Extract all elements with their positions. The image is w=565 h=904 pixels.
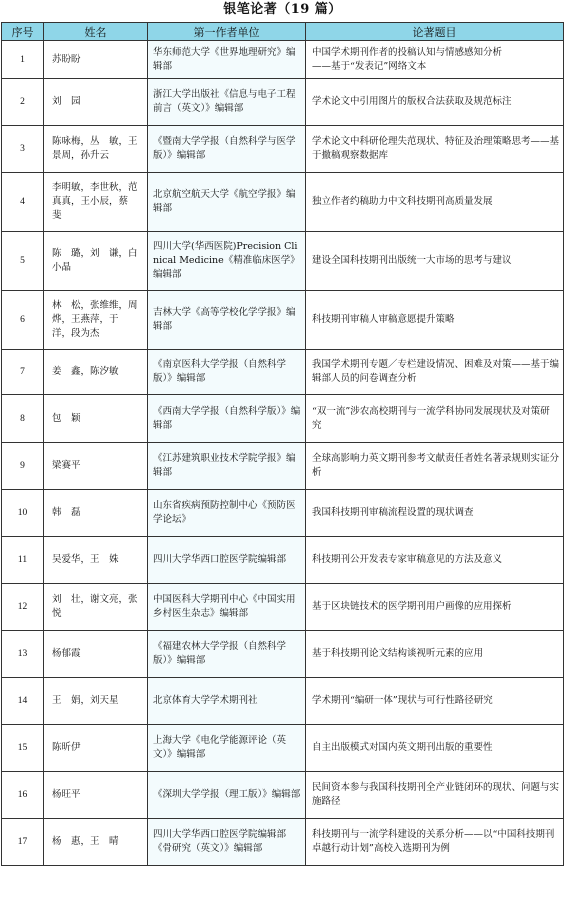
author-names: 陈昕伊 bbox=[44, 725, 148, 772]
author-unit: 《西南大学学报（自然科学版）》编辑部 bbox=[148, 395, 306, 443]
table-row bbox=[2, 126, 564, 173]
paper-title: 学术期刊“编研一体”现状与可行性路径研究 bbox=[306, 678, 564, 725]
row-number: 9 bbox=[2, 443, 44, 490]
paper-title: 我国科技期刊审稿流程设置的现状调查 bbox=[306, 490, 564, 537]
row-number: 12 bbox=[2, 584, 44, 631]
header-number: 序号 bbox=[2, 23, 44, 41]
row-number: 11 bbox=[2, 537, 44, 584]
row-number: 17 bbox=[2, 819, 44, 866]
paper-title: 民间资本参与我国科技期刊全产业链闭环的现状、问题与实施路径 bbox=[306, 772, 564, 819]
author-unit: 北京航空航天大学《航空学报》编辑部 bbox=[148, 173, 306, 232]
author-unit: 华东师范大学《世界地理研究》编辑部 bbox=[148, 41, 306, 79]
paper-title: 建设全国科技期刊出版统一大市场的思考与建议 bbox=[306, 232, 564, 291]
table-row bbox=[2, 631, 564, 678]
row-number: 5 bbox=[2, 232, 44, 291]
author-names: 梁赛平 bbox=[44, 443, 148, 490]
author-names: 王 娟，刘天星 bbox=[44, 678, 148, 725]
row-number: 13 bbox=[2, 631, 44, 678]
author-unit: 《福建农林大学学报（自然科学版）》编辑部 bbox=[148, 631, 306, 678]
row-number: 15 bbox=[2, 725, 44, 772]
row-number: 1 bbox=[2, 41, 44, 79]
author-names: 刘 园 bbox=[44, 79, 148, 126]
table-row bbox=[2, 678, 564, 725]
author-unit: 上海大学《电化学能源评论（英文）》编辑部 bbox=[148, 725, 306, 772]
row-number: 14 bbox=[2, 678, 44, 725]
author-unit: 四川大学华西口腔医学院编辑部《骨研究（英文）》编辑部 bbox=[148, 819, 306, 866]
paper-title: 自主出版模式对国内英文期刊出版的重要性 bbox=[306, 725, 564, 772]
author-names: 杨郁霞 bbox=[44, 631, 148, 678]
header-name: 姓名 bbox=[44, 23, 148, 41]
author-names: 苏盼盼 bbox=[44, 41, 148, 79]
author-names: 陈咏梅，丛 敏，王景周，孙升云 bbox=[44, 126, 148, 173]
row-number: 2 bbox=[2, 79, 44, 126]
table-row bbox=[2, 395, 564, 443]
table-row bbox=[2, 725, 564, 772]
row-number: 3 bbox=[2, 126, 44, 173]
paper-title: 学术论文中引用图片的版权合法获取及规范标注 bbox=[306, 79, 564, 126]
author-names: 吴爱华，王 姝 bbox=[44, 537, 148, 584]
paper-title: 科技期刊与一流学科建设的关系分析——以“中国科技期刊卓越行动计划”高校入选期刊为例 bbox=[306, 819, 564, 866]
author-names: 杨 惠，王 晴 bbox=[44, 819, 148, 866]
paper-title: 科技期刊审稿人审稿意愿提升策略 bbox=[306, 291, 564, 350]
author-names: 刘 壮，谢文亮，张 悦 bbox=[44, 584, 148, 631]
paper-title: 科技期刊公开发表专家审稿意见的方法及意义 bbox=[306, 537, 564, 584]
row-number: 10 bbox=[2, 490, 44, 537]
table-header-row bbox=[2, 23, 564, 41]
author-unit: 北京体育大学学术期刊社 bbox=[148, 678, 306, 725]
paper-title: 基于区块链技术的医学期刊用户画像的应用探析 bbox=[306, 584, 564, 631]
paper-title: 学术论文中科研伦理失范现状、特征及治理策略思考——基于撤稿观察数据库 bbox=[306, 126, 564, 173]
author-names: 李明敏，李世秋，范真真，王小辰，蔡 斐 bbox=[44, 173, 148, 232]
author-unit: 《江苏建筑职业技术学院学报》编辑部 bbox=[148, 443, 306, 490]
table-row bbox=[2, 537, 564, 584]
paper-title: 全球高影响力英文期刊参考文献责任者姓名著录规则实证分析 bbox=[306, 443, 564, 490]
paper-title: 中国学术期刊作者的投稿认知与情感感知分析 ——基于“发表记”网络文本 bbox=[306, 41, 564, 79]
author-unit: 浙江大学出版社《信息与电子工程前言（英文）》编辑部 bbox=[148, 79, 306, 126]
row-number: 16 bbox=[2, 772, 44, 819]
author-names: 林 松，张维维，周 烨，王燕萍，于 洋，段为杰 bbox=[44, 291, 148, 350]
author-names: 韩 磊 bbox=[44, 490, 148, 537]
page-title: 银笔论著（19 篇） bbox=[223, 2, 342, 17]
author-names: 杨旺平 bbox=[44, 772, 148, 819]
table-row bbox=[2, 350, 564, 395]
author-unit: 四川大学(华西医院)Precision Clinical Medicine《精准临床医学》编辑部 bbox=[148, 232, 306, 291]
row-number: 4 bbox=[2, 173, 44, 232]
table-row bbox=[2, 490, 564, 537]
table-row bbox=[2, 41, 564, 79]
author-unit: 《深圳大学学报（理工版）》编辑部 bbox=[148, 772, 306, 819]
author-unit: 《暨南大学学报（自然科学与医学版）》编辑部 bbox=[148, 126, 306, 173]
paper-title: 我国学术期刊专题／专栏建设情况、困难及对策——基于编辑部人员的问卷调查分析 bbox=[306, 350, 564, 395]
table-row bbox=[2, 443, 564, 490]
header-topic: 论著题目 bbox=[306, 23, 564, 41]
award-table bbox=[1, 22, 564, 866]
author-unit: 《南京医科大学学报（自然科学版）》编辑部 bbox=[148, 350, 306, 395]
author-names: 包 颖 bbox=[44, 395, 148, 443]
row-number: 8 bbox=[2, 395, 44, 443]
paper-title: 基于科技期刊论文结构谈视听元素的应用 bbox=[306, 631, 564, 678]
paper-title: 独立作者约稿助力中文科技期刊高质量发展 bbox=[306, 173, 564, 232]
author-unit: 吉林大学《高等学校化学学报》编辑部 bbox=[148, 291, 306, 350]
row-number: 7 bbox=[2, 350, 44, 395]
header-unit: 第一作者单位 bbox=[148, 23, 306, 41]
author-names: 姜 鑫，陈汐敏 bbox=[44, 350, 148, 395]
author-unit: 中国医科大学期刊中心《中国实用乡村医生杂志》编辑部 bbox=[148, 584, 306, 631]
table-row bbox=[2, 79, 564, 126]
table-row bbox=[2, 291, 564, 350]
table-row bbox=[2, 584, 564, 631]
author-names: 陈 璐，刘 谦，白小晶 bbox=[44, 232, 148, 291]
table-row bbox=[2, 819, 564, 866]
row-number: 6 bbox=[2, 291, 44, 350]
author-unit: 山东省疾病预防控制中心《预防医学论坛》 bbox=[148, 490, 306, 537]
author-unit: 四川大学华西口腔医学院编辑部 bbox=[148, 537, 306, 584]
table-row bbox=[2, 173, 564, 232]
table-row bbox=[2, 772, 564, 819]
paper-title: “双一流”涉农高校期刊与一流学科协同发展现状及对策研究 bbox=[306, 395, 564, 443]
table-row bbox=[2, 232, 564, 291]
